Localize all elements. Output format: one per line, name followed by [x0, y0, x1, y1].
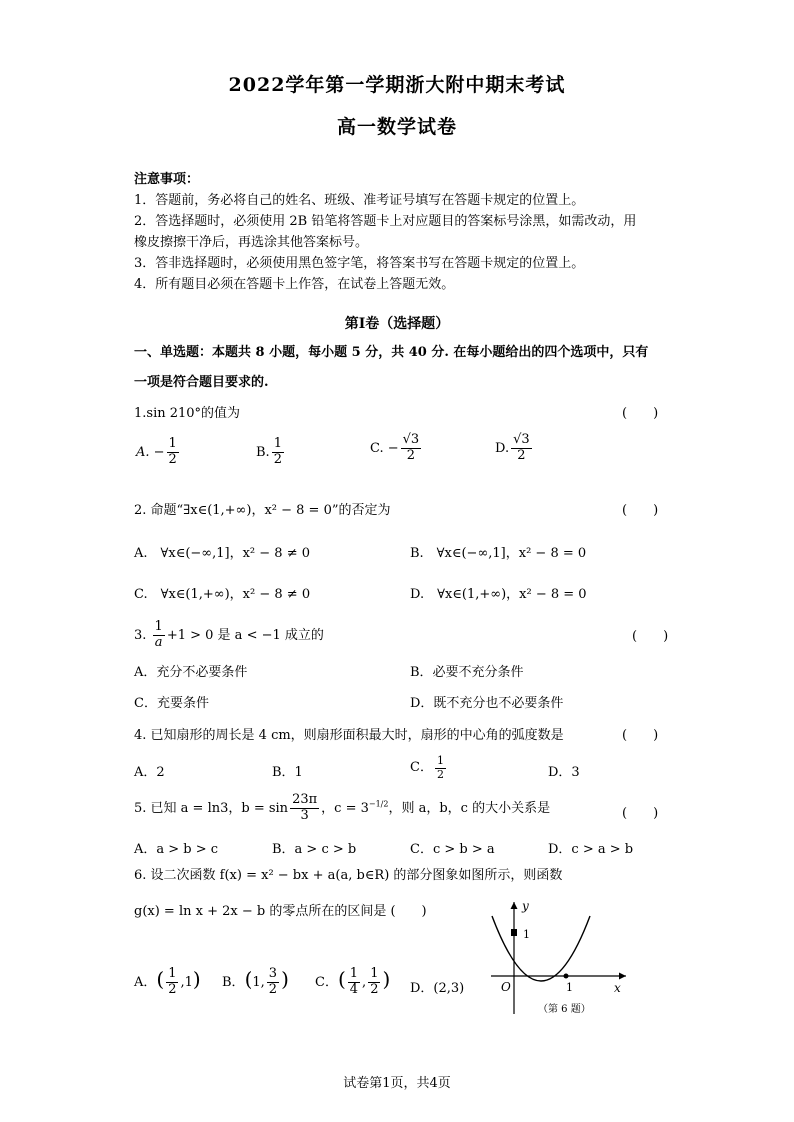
parabola	[492, 916, 590, 981]
x-root-point	[564, 974, 569, 979]
q6-stem-cont: g(x) = ln x + 2x − b 的零点所在的区间是 ( )	[134, 904, 427, 919]
figure-caption: （第 6 题）	[538, 1004, 591, 1015]
frac-num: 23π	[292, 792, 318, 807]
y-axis-arrow	[511, 902, 518, 909]
section-title: 第Ⅰ卷（选择题）	[344, 316, 450, 332]
q2-option-d: D. ∀x∈(1,+∞)，x² − 8 = 0	[410, 587, 587, 602]
q5-stem-c: ，则 a，b，c 的大小关系是	[388, 800, 551, 816]
q4-answer-paren: ( )	[622, 728, 659, 743]
q5-answer-paren: ( )	[622, 806, 659, 821]
q6-a-label: A．	[134, 975, 157, 990]
q1-b-fraction	[272, 437, 284, 468]
notice-item: 橡皮擦擦干净后，再选涂其他答案标号。	[134, 235, 369, 250]
q1-stem: 1.sin 210°的值为	[134, 406, 241, 421]
frac-den: 2	[273, 451, 282, 467]
notice-item: 1．答题前，务必将自己的姓名、班级、准考证号填写在答题卡规定的位置上。	[134, 193, 585, 208]
frac-den: 2	[517, 447, 526, 463]
notice-heading: 注意事项：	[134, 172, 200, 187]
x-tick-label: 1	[566, 981, 573, 994]
notice-item: 4．所有题目必须在答题卡上作答，在试卷上答题无效。	[134, 277, 455, 292]
q4-c-fraction	[435, 755, 446, 781]
q1-b-label: B.	[256, 444, 270, 460]
frac-num: 1	[273, 436, 282, 451]
notice-item: 3．答非选择题时，必须使用黑色签字笔，将答案书写在答题卡规定的位置上。	[134, 256, 585, 271]
q4-option-d: D．3	[548, 765, 580, 780]
q3-option-a: A．充分不必要条件	[134, 665, 248, 680]
section-instruction-cont: 一项是符合题目要求的.	[134, 375, 269, 390]
q2-option-b: B. ∀x∈(−∞,1]，x² − 8 = 0	[410, 546, 587, 561]
q1-option-b	[256, 437, 286, 468]
q6-a-fraction: $\frac{1}{2}$	[168, 966, 177, 997]
q6-stem: 6. 设二次函数 f(x) = x² − bx + a(a, b∈R) 的部分图象如图所示，则函数	[134, 868, 563, 883]
q1-c-label: C. −	[370, 440, 399, 456]
q2-option-c: C. ∀x∈(1,+∞)，x² − 8 ≠ 0	[134, 587, 311, 602]
y-intercept-tick	[511, 929, 517, 936]
frac-den: a	[154, 634, 163, 650]
q6-option-d: D．(2,3)	[410, 981, 465, 996]
origin-label: O	[501, 980, 511, 994]
frac-num: √3	[513, 432, 530, 447]
frac-num: 1	[168, 436, 177, 451]
q1-answer-paren: ( )	[622, 406, 659, 421]
q6-option-a: A．( $\frac{1}{2}$ ,1)	[134, 966, 201, 997]
q1-option-a	[136, 437, 181, 468]
q5-option-a: A．a > b > c	[134, 842, 219, 857]
frac-den: 2	[168, 451, 177, 467]
q3-option-b: B．必要不充分条件	[410, 665, 524, 680]
q1-a-label: A. −	[136, 444, 165, 460]
page-footer: 试卷第1页，共4页	[343, 1076, 451, 1091]
frac-den: 2	[406, 447, 416, 463]
q1-option-d	[495, 433, 534, 464]
q3-option-c: C．充要条件	[134, 696, 209, 711]
q1-a-fraction	[167, 437, 179, 468]
q6-c-label: C．	[315, 975, 338, 990]
q5-exponent: −1/2	[368, 799, 389, 809]
q4-c-label: C．	[410, 760, 433, 776]
q4-option-b: B．1	[272, 765, 303, 780]
x-axis-arrow	[619, 973, 626, 980]
q6-b-fraction: $\frac{3}{2}$	[268, 966, 278, 997]
q4-option-a: A．2	[134, 765, 165, 780]
frac-num: 1	[154, 619, 163, 634]
q5-stem-b: ，c = 3	[321, 800, 369, 816]
q2-option-a: A. ∀x∈(−∞,1]，x² − 8 ≠ 0	[134, 546, 310, 561]
q6-c-fraction-2: $\frac{1}{2}$	[370, 966, 379, 997]
x-axis-label: x	[614, 981, 621, 995]
q5-option-d: D．c > a > b	[548, 842, 634, 857]
frac-num: 1	[436, 754, 444, 767]
q5-option-b: B．a > c > b	[272, 842, 357, 857]
q5-stem	[134, 793, 550, 824]
exam-title: 2022学年第一学期浙大附中期末考试	[228, 74, 566, 96]
q5-fraction	[290, 793, 319, 824]
y-axis-label: y	[522, 899, 529, 913]
q4-option-c	[410, 755, 448, 781]
q3-stem	[134, 620, 324, 651]
q3-number: 3.	[134, 627, 147, 643]
frac-den: 2	[436, 767, 444, 781]
q1-option-c	[370, 433, 423, 464]
q1-c-fraction	[401, 433, 422, 464]
q6-c-fraction-1: $\frac{1}{4}$	[349, 966, 359, 997]
frac-den: 3	[300, 807, 309, 823]
q6-option-c: C．( $\frac{1}{4}$ , $\frac{1}{2}$ )	[315, 966, 391, 997]
q3-answer-paren: ( )	[632, 629, 669, 644]
q2-stem: 2. 命题“∃x∈(1,+∞)，x² − 8 = 0”的否定为	[134, 503, 391, 518]
q2-answer-paren: ( )	[622, 503, 659, 518]
q5-stem-a: 5. 已知 a = ln3，b = sin	[134, 800, 289, 816]
q3-fraction	[153, 620, 165, 651]
q6-figure	[486, 896, 636, 1020]
exam-subtitle: 高一数学试卷	[336, 116, 457, 138]
q5-option-c: C．c > b > a	[410, 842, 495, 857]
frac-num: √3	[402, 432, 420, 447]
q1-d-fraction	[511, 433, 532, 464]
q3-stem-text: +1 > 0 是 a < −1 成立的	[166, 627, 324, 643]
q4-stem: 4. 已知扇形的周长是 4 cm，则扇形面积最大时，扇形的中心角的弧度数是	[134, 728, 564, 743]
q1-d-label: D.	[495, 440, 510, 456]
y-tick-label: 1	[523, 928, 530, 941]
q3-option-d: D．既不充分也不必要条件	[410, 696, 564, 711]
q6-option-b: B．(1, $\frac{3}{2}$ )	[222, 966, 289, 997]
q6-b-label: B．	[222, 975, 245, 990]
notice-item: 2．答选择题时，必须使用 2B 铅笔将答题卡上对应题目的答案标号涂黑，如需改动，用	[134, 214, 637, 229]
section-instruction: 一、单选题：本题共 8 小题，每小题 5 分，共 40 分. 在每小题给出的四个选项中，只有	[134, 345, 649, 360]
